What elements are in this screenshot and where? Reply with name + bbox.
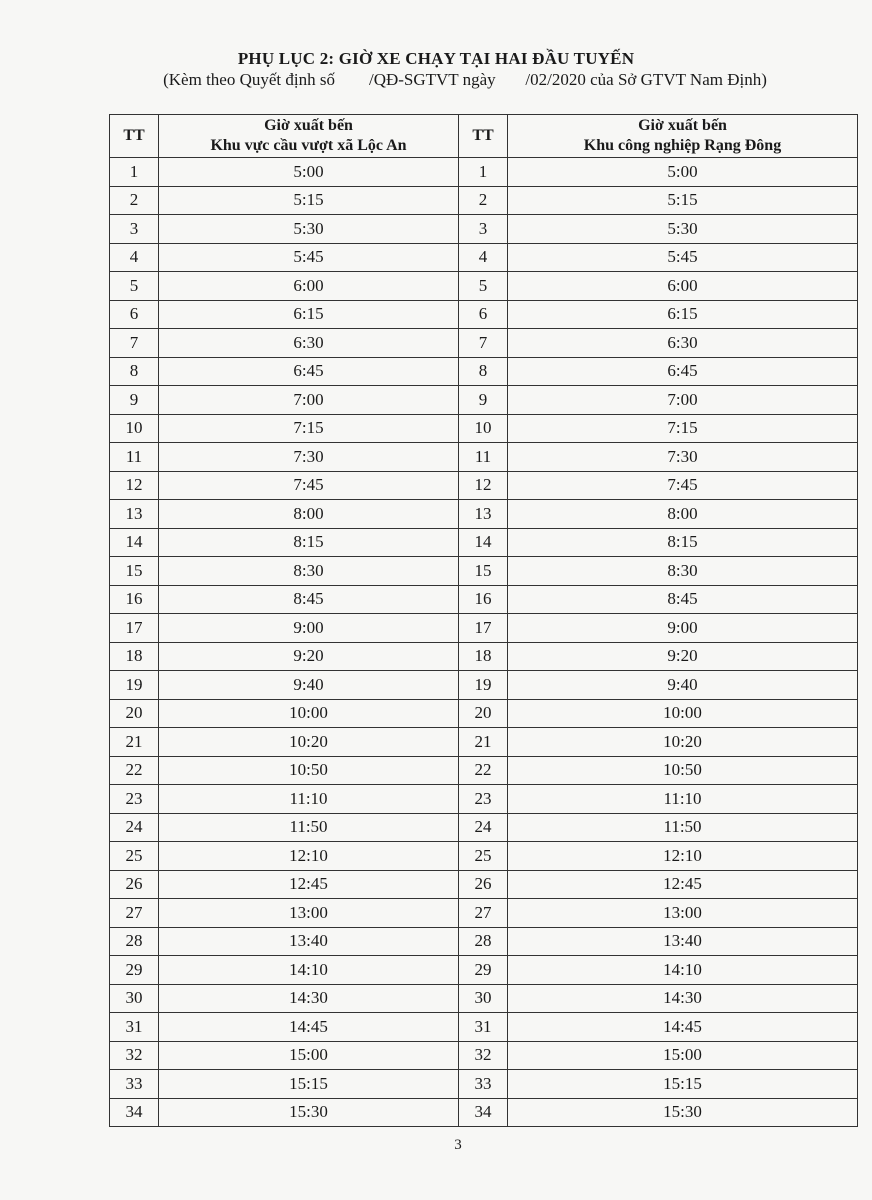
cell-tt-right: 8 (459, 357, 508, 386)
cell-tt-left: 11 (110, 443, 159, 472)
cell-time-left: 15:00 (159, 1041, 459, 1070)
cell-tt-left: 29 (110, 956, 159, 985)
cell-time-left: 8:30 (159, 557, 459, 586)
cell-time-left: 14:10 (159, 956, 459, 985)
cell-time-left: 6:00 (159, 272, 459, 301)
table-row (110, 671, 858, 700)
cell-time-left: 7:00 (159, 386, 459, 415)
cell-tt-right: 20 (459, 699, 508, 728)
table-row (110, 585, 858, 614)
cell-tt-right: 3 (459, 215, 508, 244)
table-row (110, 813, 858, 842)
table-row (110, 956, 858, 985)
cell-tt-left: 6 (110, 300, 159, 329)
cell-time-left: 9:00 (159, 614, 459, 643)
cell-tt-right: 10 (459, 414, 508, 443)
schedule-table (109, 114, 858, 1127)
cell-tt-left: 27 (110, 899, 159, 928)
cell-time-right: 9:00 (508, 614, 858, 643)
cell-tt-left: 24 (110, 813, 159, 842)
table-row (110, 1098, 858, 1127)
cell-tt-left: 10 (110, 414, 159, 443)
table-row (110, 1070, 858, 1099)
cell-tt-right: 33 (459, 1070, 508, 1099)
cell-tt-right: 4 (459, 243, 508, 272)
cell-time-right: 5:15 (508, 186, 858, 215)
cell-tt-right: 24 (459, 813, 508, 842)
cell-tt-right: 18 (459, 642, 508, 671)
cell-time-right: 13:00 (508, 899, 858, 928)
table-row (110, 357, 858, 386)
cell-tt-left: 5 (110, 272, 159, 301)
cell-time-right: 15:00 (508, 1041, 858, 1070)
table-row (110, 414, 858, 443)
cell-time-right: 10:20 (508, 728, 858, 757)
cell-tt-left: 14 (110, 528, 159, 557)
cell-time-right: 6:00 (508, 272, 858, 301)
header-tt-left: TT (110, 115, 159, 158)
table-row (110, 443, 858, 472)
cell-tt-right: 23 (459, 785, 508, 814)
table-row (110, 756, 858, 785)
cell-tt-left: 31 (110, 1013, 159, 1042)
cell-time-left: 9:20 (159, 642, 459, 671)
cell-time-left: 15:15 (159, 1070, 459, 1099)
cell-tt-right: 12 (459, 471, 508, 500)
cell-time-left: 7:45 (159, 471, 459, 500)
cell-time-right: 5:30 (508, 215, 858, 244)
header-departure-loc-an (159, 115, 459, 158)
table-row (110, 557, 858, 586)
cell-tt-left: 28 (110, 927, 159, 956)
cell-time-left: 12:10 (159, 842, 459, 871)
table-row (110, 842, 858, 871)
cell-time-left: 5:00 (159, 158, 459, 187)
cell-time-left: 7:30 (159, 443, 459, 472)
cell-tt-left: 23 (110, 785, 159, 814)
cell-time-left: 13:00 (159, 899, 459, 928)
cell-tt-left: 25 (110, 842, 159, 871)
cell-tt-right: 7 (459, 329, 508, 358)
cell-time-left: 9:40 (159, 671, 459, 700)
cell-tt-right: 6 (459, 300, 508, 329)
cell-time-right: 7:45 (508, 471, 858, 500)
cell-time-right: 7:15 (508, 414, 858, 443)
table-row (110, 927, 858, 956)
cell-tt-right: 22 (459, 756, 508, 785)
cell-tt-left: 33 (110, 1070, 159, 1099)
cell-time-right: 6:15 (508, 300, 858, 329)
cell-time-right: 8:15 (508, 528, 858, 557)
cell-tt-right: 25 (459, 842, 508, 871)
table-row (110, 215, 858, 244)
cell-tt-left: 2 (110, 186, 159, 215)
cell-tt-right: 27 (459, 899, 508, 928)
cell-time-right: 5:45 (508, 243, 858, 272)
cell-time-left: 8:00 (159, 500, 459, 529)
table-row (110, 614, 858, 643)
header-tt-right: TT (459, 115, 508, 158)
table-row (110, 528, 858, 557)
table-row (110, 728, 858, 757)
header-right-line2: Khu công nghiệp Rạng Đông (583, 137, 782, 154)
table-row (110, 158, 858, 187)
table-row (110, 1013, 858, 1042)
cell-tt-left: 8 (110, 357, 159, 386)
cell-tt-left: 26 (110, 870, 159, 899)
cell-time-right: 15:30 (508, 1098, 858, 1127)
cell-time-left: 11:10 (159, 785, 459, 814)
table-row (110, 785, 858, 814)
cell-time-left: 5:15 (159, 186, 459, 215)
cell-time-left: 6:45 (159, 357, 459, 386)
cell-time-right: 7:00 (508, 386, 858, 415)
cell-time-left: 5:45 (159, 243, 459, 272)
table-row (110, 642, 858, 671)
cell-tt-left: 21 (110, 728, 159, 757)
cell-tt-left: 19 (110, 671, 159, 700)
table-row (110, 699, 858, 728)
cell-time-left: 10:20 (159, 728, 459, 757)
cell-time-left: 10:50 (159, 756, 459, 785)
document-title: PHỤ LỤC 2: GIỜ XE CHẠY TẠI HAI ĐẦU TUYẾN (237, 49, 635, 68)
document-subtitle: (Kèm theo Quyết định số /QĐ-SGTVT ngày /02/2020 của Sở GTVT Nam Định) (163, 70, 767, 89)
cell-time-right: 9:20 (508, 642, 858, 671)
cell-tt-right: 2 (459, 186, 508, 215)
header-departure-rang-dong (508, 115, 858, 158)
table-row (110, 186, 858, 215)
cell-time-right: 5:00 (508, 158, 858, 187)
cell-tt-right: 13 (459, 500, 508, 529)
header-right-line1: Giờ xuất bến (638, 117, 727, 134)
cell-tt-right: 9 (459, 386, 508, 415)
cell-time-left: 12:45 (159, 870, 459, 899)
table-row (110, 272, 858, 301)
cell-tt-left: 34 (110, 1098, 159, 1127)
cell-tt-left: 7 (110, 329, 159, 358)
cell-time-right: 14:45 (508, 1013, 858, 1042)
cell-tt-left: 18 (110, 642, 159, 671)
cell-time-left: 13:40 (159, 927, 459, 956)
cell-tt-left: 32 (110, 1041, 159, 1070)
cell-time-right: 10:00 (508, 699, 858, 728)
cell-tt-right: 17 (459, 614, 508, 643)
table-row (110, 329, 858, 358)
cell-time-left: 14:45 (159, 1013, 459, 1042)
header-left-line1: Giờ xuất bến (264, 117, 353, 134)
cell-time-right: 12:45 (508, 870, 858, 899)
table-row (110, 243, 858, 272)
cell-time-right: 9:40 (508, 671, 858, 700)
cell-time-left: 7:15 (159, 414, 459, 443)
cell-tt-left: 30 (110, 984, 159, 1013)
cell-tt-right: 15 (459, 557, 508, 586)
cell-tt-left: 16 (110, 585, 159, 614)
table-row (110, 471, 858, 500)
cell-tt-right: 14 (459, 528, 508, 557)
cell-time-right: 12:10 (508, 842, 858, 871)
table-row (110, 899, 858, 928)
cell-tt-right: 11 (459, 443, 508, 472)
cell-time-left: 6:30 (159, 329, 459, 358)
cell-tt-left: 20 (110, 699, 159, 728)
cell-time-right: 6:30 (508, 329, 858, 358)
cell-time-right: 6:45 (508, 357, 858, 386)
cell-tt-left: 15 (110, 557, 159, 586)
cell-time-left: 15:30 (159, 1098, 459, 1127)
cell-tt-right: 30 (459, 984, 508, 1013)
cell-tt-left: 12 (110, 471, 159, 500)
table-header-row (110, 115, 858, 158)
table-row (110, 300, 858, 329)
cell-time-right: 11:10 (508, 785, 858, 814)
table-row (110, 1041, 858, 1070)
table-row (110, 870, 858, 899)
schedule-body (110, 158, 858, 1127)
cell-time-right: 8:00 (508, 500, 858, 529)
cell-time-right: 8:45 (508, 585, 858, 614)
cell-time-right: 10:50 (508, 756, 858, 785)
cell-time-right: 11:50 (508, 813, 858, 842)
cell-tt-left: 17 (110, 614, 159, 643)
table-row (110, 984, 858, 1013)
cell-tt-left: 13 (110, 500, 159, 529)
cell-tt-right: 28 (459, 927, 508, 956)
cell-time-right: 14:10 (508, 956, 858, 985)
cell-tt-left: 9 (110, 386, 159, 415)
cell-tt-right: 16 (459, 585, 508, 614)
cell-tt-right: 5 (459, 272, 508, 301)
cell-tt-right: 19 (459, 671, 508, 700)
cell-time-right: 14:30 (508, 984, 858, 1013)
cell-tt-left: 4 (110, 243, 159, 272)
cell-time-left: 14:30 (159, 984, 459, 1013)
cell-time-left: 6:15 (159, 300, 459, 329)
cell-time-right: 13:40 (508, 927, 858, 956)
cell-tt-right: 34 (459, 1098, 508, 1127)
cell-tt-right: 26 (459, 870, 508, 899)
cell-time-right: 8:30 (508, 557, 858, 586)
cell-tt-left: 3 (110, 215, 159, 244)
cell-tt-right: 32 (459, 1041, 508, 1070)
cell-tt-right: 21 (459, 728, 508, 757)
cell-time-right: 15:15 (508, 1070, 858, 1099)
cell-time-left: 8:15 (159, 528, 459, 557)
table-row (110, 386, 858, 415)
cell-tt-left: 22 (110, 756, 159, 785)
cell-time-left: 10:00 (159, 699, 459, 728)
cell-tt-right: 31 (459, 1013, 508, 1042)
page-number: 3 (454, 1137, 462, 1153)
cell-time-left: 11:50 (159, 813, 459, 842)
header-left-line2: Khu vực cầu vượt xã Lộc An (210, 137, 407, 154)
table-row (110, 500, 858, 529)
cell-tt-left: 1 (110, 158, 159, 187)
cell-time-left: 8:45 (159, 585, 459, 614)
cell-tt-right: 29 (459, 956, 508, 985)
cell-time-right: 7:30 (508, 443, 858, 472)
cell-time-left: 5:30 (159, 215, 459, 244)
cell-tt-right: 1 (459, 158, 508, 187)
